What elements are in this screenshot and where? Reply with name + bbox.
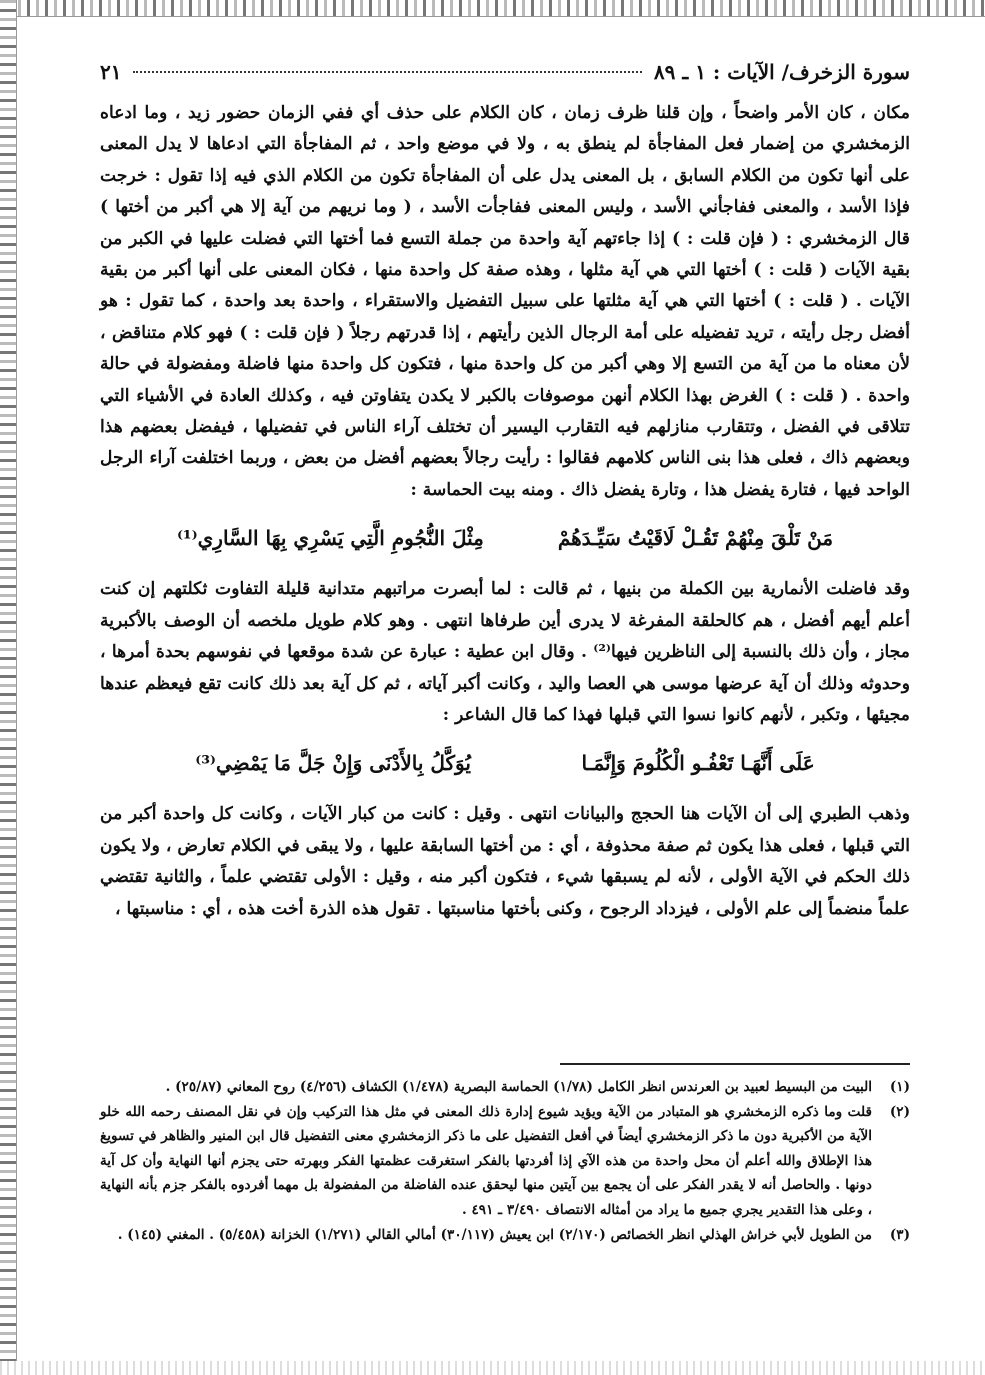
decorative-border-bottom xyxy=(0,1361,985,1375)
footnote-number: (٣) xyxy=(889,1226,910,1243)
footnote-text: قلت وما ذكره الزمخشري هو المتبادر من الآية ويؤيد شيوع إدارة ذلك المعنى في مثل هذا التركيب وإن في نقل المصنف رحمه الله خلو الآية من الأكبرية دون ما ذكر الزمخشري أيضاً في أفعل التفضيل على ما ذكر الزمخشري معنى التفضيل قال ابن المنير والظاهر في تسويغ هذا الإطلاق والله أعلم أن محل واحدة من هذه الآي إذا أفردتها بالفكر استغرقت عظمتها الفكر وبهرته حتى يجزم أنها النهاية وأن كل آية دونها . والحاصل أنه لا يقدر الفكر على أن يجمع بين آيتين منها ليحقق عنده الفاضلة من المفضولة بل مهما أفردوه بالفكر جزم بأنه النهاية ، وعلى هذا التقدير يجري جميع ما يراد من أمثاله الانتصاف ٣/٤٩٠ ـ ٤٩١ . xyxy=(100,1103,872,1218)
verse-1 xyxy=(140,520,870,556)
footnotes xyxy=(100,1063,910,1247)
verse-1-second-hemistich: مِثْلَ النُّجُومِ الَّتِي يَسْرِي بِهَا السَّارِي⁽¹⁾ xyxy=(176,526,484,551)
footnote-rule xyxy=(560,1063,910,1065)
page xyxy=(100,60,910,1360)
footnote-number: (٢) xyxy=(889,1103,910,1120)
paragraph-3: وذهب الطبري إلى أن الآيات هنا الحجج والبيانات انتهى . وقيل : كانت من كبار الآيات ، وكانت كل واحدة أكبر من التي قبلها ، فعلى هذا يكون ثم صفة محذوفة ، أي : من أختها السابقة عليها ، ولا يبقى في الكلام تعارض ، ولا يكون ذلك الحكم في الآية الأولى ، لأنه لم يسبقها شيء ، فتكون أكبر منه ، وقيل : الأولى تقتضي علماً ، والثانية تقتضي علماً منضماً إلى علم الأولى ، فيزداد الرجوح ، وكنى بأختها مناسبتها . تقول هذه الذرة أخت هذه ، أي : مناسبتها ، xyxy=(100,804,910,919)
footnote-1 xyxy=(100,1075,910,1100)
paragraph-2: وقد فاضلت الأنمارية بين الكملة من بنيها ، ثم قالت : لما أبصرت مراتبهم متدانية قليلة التفاوت ثكلتهم إن كنت أعلم أيهم أفضل ، هم كالحلقة المفرغة لا يدرى أين طرفاها انتهى . وهو كلام طويل ملخصه أن الوصف بالأكبرية مجاز ، وأن ذلك بالنسبة إلى الناظرين فيها⁽²⁾ . وقال ابن عطية : عبارة عن شدة موقعها في نفوسهم بحدة أمرها ، وحدوثه وذلك أن آية عرضها موسى هي العصا واليد ، وكانت أكبر آياته ، ثم كل آية بعد ذلك كانت تقع فيعظم عندها مجيئها ، وتكبر ، لأنهم كانوا نسوا التي قبلها فهذا كما قال الشاعر : xyxy=(100,579,910,725)
header-title: سورة الزخرف/ الآيات : ١ ـ ٨٩ xyxy=(653,60,910,84)
footnote-3 xyxy=(100,1223,910,1248)
footnote-number: (١) xyxy=(889,1079,910,1095)
verse-1-first-hemistich: مَنْ تَلْقَ مِنْهُمْ تَقُـلْ لَاقَيْتُ سَيِّـدَهُمْ xyxy=(557,526,834,551)
verse-2-first-hemistich: عَلَى أَنَّهَـا تَعْفُـو الْكُلُومَ وَإِنَّمَـا xyxy=(581,751,815,776)
decorative-border-top xyxy=(0,0,985,17)
verse-2-second-hemistich: يُوَكَّلُ بِالأَدْنَى وَإِنْ جَلَّ مَا يَمْضِي⁽³⁾ xyxy=(195,751,471,776)
decorative-border-left xyxy=(0,0,17,1375)
footnote-text: من الطويل لأبي خراش الهذلي انظر الخصائص (٢/١٧٠) ابن يعيش (٣٠/١١٧) أمالي القالي (١/٢٧١) الخزانة (٥/٤٥٨) . المغني (١٤٥) . xyxy=(117,1226,872,1243)
page-number: ٢١ xyxy=(100,60,122,84)
verse-2 xyxy=(140,745,870,781)
footnote-text: البيت من البسيط لعبيد بن العرندس انظر الكامل (١/٧٨) الحماسة البصرية (١/٤٧٨) الكشاف (٤/٢٥٦) روح المعاني (٢٥/٨٧) . xyxy=(165,1079,872,1095)
running-header xyxy=(100,60,910,94)
header-dots xyxy=(133,71,641,73)
paragraph-1: مكان ، كان الأمر واضحاً ، وإن قلنا ظرف زمان ، كان الكلام على حذف أي ففي الزمان حضور زيد ، وما ادعاه الزمخشري من إضمار فعل المفاجأة لم ينطق به ، ولا في موضع واحد ، ثم المفاجأة التي ادعاها لا يدل المعنى على أنها تكون من الكلام السابق ، بل المعنى يدل على أن المفاجأة تكون من الكلام الذي فيه إذا تقول : خرجت فإذا الأسد ، والمعنى ففاجأني الأسد ، وليس المعنى ففاجأت الأسد ، ( وما نريهم من آية إلا هي أكبر من أختها ) قال الزمخشري : ( فإن قلت : ) إذا جاءتهم آية واحدة من جملة التسع فما أختها التي فضلت عليها في الكبر من بقية الآيات ( قلت : ) أختها التي هي آية مثلها ، وهذه صفة كل واحدة منها ، فكان المعنى على أنها أكبر من بقية الآيات . ( قلت : ) أختها التي هي آية مثلتها على سبيل التفضيل والاستقراء ، واحدة بعد واحدة ، كما تقول : هو أفضل رجل رأيته ، تريد تفضيله على أمة الرجال الذين رأيتهم ، إذا قدرتهم رجلاً ( فإن قلت : ) فهو كلام متناقض ، لأن معناه ما من آية من التسع إلا وهي أكبر من كل واحدة منها ، فتكون كل واحدة منها فاضلة ومفضولة في حالة واحدة . ( قلت : ) الغرض بهذا الكلام أنهن موصوفات بالكبر لا يكدن يتفاوتن فيه ، وكذلك العادة في الأشياء التي تتلاقى في الفضل ، وتتقارب منازلهم فيه التقارب اليسير أن تختلف آراء الناس في تفضيلها ، فيفضل بعضهم هذا وبعضهم ذاك ، فعلى هذا بنى الناس كلامهم فقالوا : رأيت رجالاً بعضهم أفضل من بعض ، وربما اختلفت آراء الرجل الواحد فيها ، فتارة يفضل هذا ، وتارة يفضل ذاك . ومنه بيت الحماسة : xyxy=(100,103,910,500)
footnote-2 xyxy=(100,1100,910,1223)
